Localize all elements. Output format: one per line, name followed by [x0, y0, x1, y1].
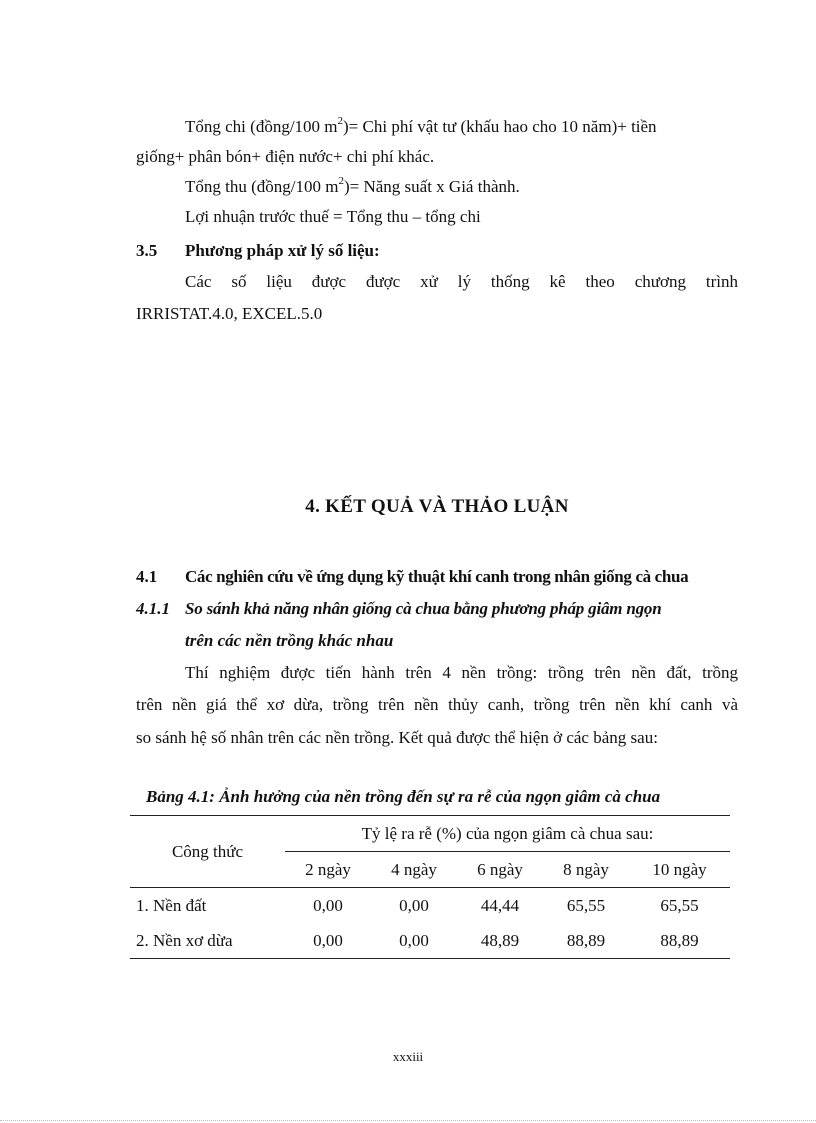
section-3-5-number: 3.5 [136, 241, 158, 260]
section-4-1-1-title-line2: trên các nền trồng khác nhau [185, 631, 394, 650]
superscript: 2 [337, 115, 344, 128]
rooting-rate-table [130, 815, 730, 959]
table-cell: 0,00 [371, 923, 457, 959]
table-cell: 0,00 [285, 923, 371, 959]
table-cell: 65,55 [566, 895, 606, 915]
table-cell: 0,00 [313, 895, 343, 915]
group-header: Tỷ lệ ra rễ (%) của ngọn giâm cà chua sau: [285, 816, 730, 852]
intro-line2: trên nền giá thể xơ dừa, trồng trên nền thủy canh, trồng trên nền khí canh và [136, 695, 738, 714]
chapter-title: 4. KẾT QUẢ VÀ THẢO LUẬN [305, 496, 569, 517]
section-4-1-1-number: 4.1.1 [136, 599, 170, 618]
table-header-row [130, 816, 730, 852]
total-cost-line-2: giống+ phân bón+ điện nước+ chi phí khác. [136, 147, 435, 166]
intro-line1: Thí nghiệm được tiến hành trên 4 nền trồng: trồng trên nền đất, trồng [185, 663, 738, 682]
table-cell: 65,55 [660, 895, 699, 915]
row-label: 1. Nền đất [136, 895, 207, 915]
table-caption: Bảng 4.1: Ảnh hưởng của nền trồng đến sự ra rễ của ngọn giâm cà chua [146, 787, 661, 806]
column-header: 2 ngày [285, 852, 371, 888]
table-cell: 44,44 [480, 895, 520, 915]
page-number: xxxiii [392, 1049, 424, 1064]
column-header: 6 ngày [457, 852, 543, 888]
section-4-1-1-title-line1: So sánh khả năng nhân giống cà chua bằng phương pháp giâm ngọn [185, 599, 662, 618]
table-cell: 0,00 [399, 895, 429, 915]
column-header: 4 ngày [371, 852, 457, 888]
section-3-5-title: Phương pháp xử lý số liệu: [185, 241, 380, 260]
total-revenue-line [185, 176, 520, 198]
table-cell: 88,89 [543, 923, 629, 959]
superscript: 2 [338, 175, 344, 188]
total-revenue-text: Tổng thu (đồng/100 m [185, 177, 339, 196]
total-cost-text-rest: )= Chi phí vật tư (khấu hao cho 10 năm)+ tiền [343, 117, 657, 136]
profit-line: Lợi nhuận trước thuế = Tổng thu – tổng chi [185, 207, 481, 226]
section-3-5-body-line1: Các số liệu được được xử lý thống kê theo chương trình [185, 272, 738, 291]
section-4-1-number: 4.1 [136, 567, 158, 586]
total-cost-line [185, 116, 738, 138]
column-header: 8 ngày [543, 852, 629, 888]
table-cell: 88,89 [629, 923, 730, 959]
section-4-1-title: Các nghiên cứu về ứng dụng kỹ thuật khí canh trong nhân giống cà chua [185, 567, 689, 586]
row-header: Công thức [130, 816, 285, 888]
total-cost-text: Tổng chi (đồng/100 m [185, 117, 338, 136]
table-cell: 48,89 [457, 923, 543, 959]
table-row [130, 888, 730, 924]
column-header: 10 ngày [629, 852, 730, 888]
table-row [130, 923, 730, 959]
section-3-5-body-line2: IRRISTAT.4.0, EXCEL.5.0 [136, 304, 323, 323]
row-label: 2. Nền xơ dừa [130, 923, 285, 959]
intro-line3: so sánh hệ số nhân trên các nền trồng. Kết quả được thể hiện ở các bảng sau: [136, 728, 658, 747]
page-bottom-divider [0, 1120, 816, 1121]
total-revenue-text-rest: )= Năng suất x Giá thành. [343, 177, 520, 196]
